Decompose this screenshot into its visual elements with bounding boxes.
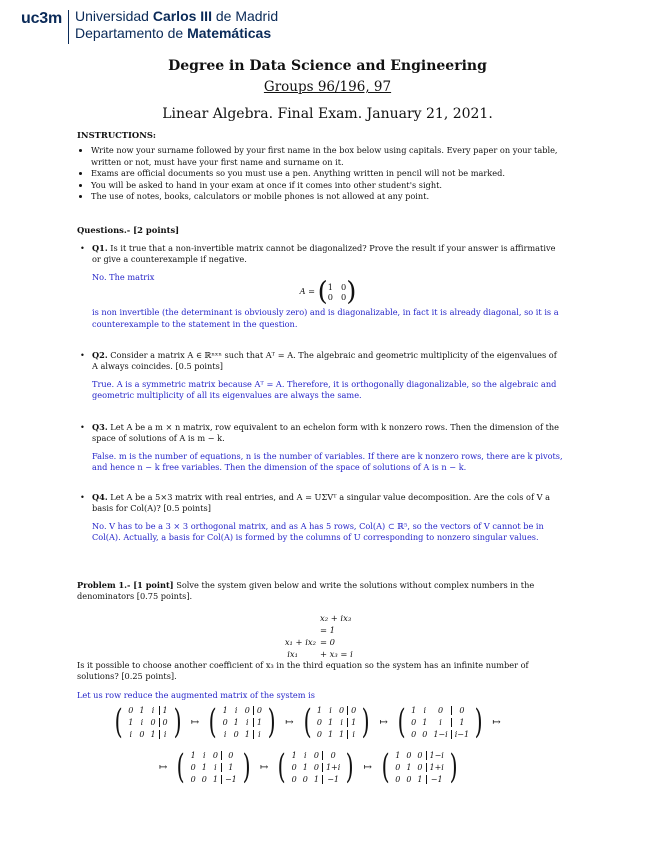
- left-paren: (: [208, 702, 217, 742]
- matrix-cell: 1−i: [426, 751, 447, 760]
- matrix-cell: 0: [422, 729, 428, 739]
- matrix-cell: i: [129, 729, 133, 739]
- matrix-cell: 0: [159, 718, 171, 727]
- matrix-cell: i: [340, 717, 343, 727]
- q1-answer-matrix: A = ( 1 0 0 0 ): [299, 277, 357, 308]
- maps-to-arrow: ↦: [260, 761, 269, 773]
- matrix-cell: 0: [411, 729, 417, 739]
- matrix-cell: i: [151, 705, 155, 715]
- matrix-cells: [220, 704, 265, 740]
- matrix-cell: i: [329, 705, 332, 715]
- equation-row: x₂ + ix₃ = 1: [320, 613, 352, 635]
- matrix-cell: 0: [322, 751, 343, 760]
- matrix-cell: 1: [411, 705, 417, 715]
- matrix-cell: 1: [222, 705, 228, 715]
- matrix-cell: 1: [233, 717, 239, 727]
- instruction-item: • The use of notes, books, calculators or mobile phones is not allowed at any point.: [91, 191, 565, 202]
- matrix-cell: 0: [253, 706, 265, 715]
- matrix-cell: 1: [313, 774, 319, 784]
- right-paren: ): [361, 702, 370, 742]
- matrix-cells: [408, 704, 472, 740]
- matrix-cell: 0: [341, 282, 347, 293]
- left-paren: (: [397, 702, 406, 742]
- matrix-cell: 1: [253, 718, 265, 727]
- matrix-cell: 0: [395, 762, 401, 772]
- matrix-cell: 0: [313, 762, 319, 772]
- matrix-cell: 1: [159, 706, 171, 715]
- left-paren: (: [177, 747, 186, 787]
- bullet-icon: •: [80, 350, 85, 360]
- bullet-icon: •: [80, 422, 85, 432]
- matrix-cell: 0: [313, 750, 319, 760]
- left-paren: (: [303, 702, 312, 742]
- header-text: [75, 8, 278, 44]
- matrix-cell: −1: [221, 775, 240, 784]
- matrix-cell: −1: [426, 775, 447, 784]
- matrix-cell: 1: [150, 729, 156, 739]
- matrix-cell: 1: [327, 717, 334, 727]
- uc3m-logo: uc3m: [21, 10, 62, 27]
- right-paren: ): [173, 702, 182, 742]
- matrix-cell: 0: [411, 717, 417, 727]
- problem-1-heading: Problem 1.- [1 point]: [77, 580, 174, 590]
- matrix-cell: 0: [417, 750, 423, 760]
- matrix-cells: [188, 749, 240, 785]
- equation-row: ix₁ + x₃ = i: [287, 649, 353, 659]
- q3-label: Q3.: [92, 422, 108, 432]
- matrix-cell: 0: [406, 750, 412, 760]
- degree-title: Degree in Data Science and Engineering: [168, 58, 487, 74]
- maps-to-arrow: ↦: [285, 716, 294, 728]
- matrix-cell: 0: [451, 706, 472, 715]
- matrix-cell: i: [159, 730, 171, 739]
- matrix-cell: 0: [395, 774, 401, 784]
- row-reduction-row-1: [112, 704, 504, 740]
- matrix-cell: 1+i: [426, 763, 447, 772]
- matrix-cell: 1: [302, 762, 308, 772]
- matrix-cell: i: [223, 729, 227, 739]
- maps-to-arrow: ↦: [379, 716, 388, 728]
- right-paren: ): [449, 747, 458, 787]
- matrix-cell: 0: [244, 705, 250, 715]
- matrix-cell: 0: [291, 774, 297, 784]
- university-header: [21, 8, 278, 44]
- matrix-cell: 0: [327, 292, 333, 303]
- header-divider: [68, 10, 69, 44]
- instructions-heading: INSTRUCTIONS:: [77, 130, 157, 140]
- problem-1-statement: [77, 580, 565, 603]
- matrix-cell: 0: [233, 729, 239, 739]
- matrix-cell: 1: [339, 729, 345, 739]
- matrix-cell: 1: [327, 282, 333, 293]
- q1-answer-intro: No. The matrix: [92, 271, 155, 282]
- matrix-cell: 0: [201, 774, 207, 784]
- matrix-cell: 1−i: [433, 729, 448, 739]
- matrix-cell: 0: [437, 705, 444, 715]
- matrix-cell: i: [253, 730, 265, 739]
- matrix-cell: 1: [327, 729, 334, 739]
- augmented-matrix: [206, 704, 278, 740]
- matrix-cell: i: [423, 705, 427, 715]
- instruction-item: • Exams are official documents so you must use a pen. Anything written in pencil will not be marked.: [91, 168, 565, 179]
- matrix-cell: i: [203, 750, 206, 760]
- q4-answer: No. V has to be a 3 × 3 orthogonal matrix, and as A has 5 rows, Col(A) ⊂ ℝ⁵, so the vectors of V cannot be in Col(A). Actually, a basis for Col(A) is formed by the columns of U corresponding to nonzero singular values.: [92, 520, 544, 543]
- question-3: [80, 422, 564, 474]
- matrix-cell: 0: [222, 717, 228, 727]
- augmented-matrix: [379, 749, 460, 785]
- matrix-cell: 0: [190, 774, 196, 784]
- augmented-matrix: [395, 704, 485, 740]
- questions-heading: Questions.- [2 points]: [77, 225, 180, 235]
- matrix-cell: i: [347, 730, 359, 739]
- matrix-cell: i: [246, 717, 249, 727]
- q3-text: Let A be a m × n matrix, row equivalent to an echelon form with k nonzero rows. Then the dimension of the space of solutions of A is m − k.: [92, 422, 560, 444]
- maps-to-arrow: ↦: [190, 716, 200, 728]
- question-1: [80, 243, 564, 330]
- matrix-cells: [289, 749, 344, 785]
- matrix-cell: 0: [347, 706, 359, 715]
- matrix-cell: 0: [316, 717, 322, 727]
- matrix-cell: 1+i: [322, 763, 343, 772]
- problem-1-question-2: Is it possible to choose another coefficient of x₃ in the third equation so the system has an infinite number of solutions? [0.25 points].: [77, 660, 529, 682]
- q1-text: Is it true that a non-invertible matrix cannot be diagonalized? Prove the result if your answer is affirmative or give a counterexample if negative.: [92, 243, 556, 265]
- matrix-cell: 0: [316, 729, 322, 739]
- row-reduction-row-2: [156, 749, 460, 785]
- exam-title: Linear Algebra. Final Exam. January 21, 2021.: [162, 106, 493, 122]
- matrix-cell: i: [214, 762, 217, 772]
- matrix-cell: 1: [291, 750, 297, 760]
- augmented-matrix: [301, 704, 373, 740]
- matrix-cell: i: [140, 717, 144, 727]
- matrix-cells: [125, 704, 170, 740]
- matrix-cell: 1: [406, 762, 412, 772]
- maps-to-arrow: ↦: [492, 716, 501, 728]
- department-name: Departamento de Matemáticas: [75, 25, 272, 41]
- q1-answer-text: is non invertible (the determinant is obviously zero) and is diagonalizable, in fact it is already diagonal, so it is a counterexample to the statement in the question.: [92, 307, 559, 329]
- matrix-cell: 1: [417, 774, 423, 784]
- matrix-cell: 1: [190, 750, 196, 760]
- augmented-matrix: [275, 749, 356, 785]
- left-paren: (: [381, 747, 390, 787]
- right-paren: ): [242, 747, 251, 787]
- bullet-icon: •: [80, 243, 85, 253]
- matrix-cell: 0: [150, 717, 156, 727]
- q2-answer: True. A is a symmetric matrix because Aᵀ = A. Therefore, it is orthogonally diagonalizable, so the algebraic and geometric multiplicity of all its eigenvalues are always the same.: [92, 378, 557, 401]
- matrix-cell: −1: [322, 775, 343, 784]
- question-4: [80, 492, 564, 544]
- groups-title: Groups 96/196, 97: [263, 79, 392, 95]
- matrix-cell: 0: [128, 705, 134, 715]
- augmented-matrix: [112, 704, 184, 740]
- bullet-icon: •: [80, 492, 85, 502]
- matrix-cells: [392, 749, 447, 785]
- matrix-cell: i: [234, 705, 238, 715]
- q4-text: Let A be a 5×3 matrix with real entries, and A = UΣVᵀ a singular value decomposition. Are the cols of V a basis for Col(A)? [0.5 points]: [92, 492, 551, 514]
- instructions-section: [77, 130, 565, 202]
- matrix-cell: 0: [406, 774, 412, 784]
- matrix-cell: 0: [221, 751, 240, 760]
- right-paren: ): [345, 747, 354, 787]
- matrix-cell: 0: [339, 705, 345, 715]
- maps-to-arrow: ↦: [159, 761, 168, 773]
- q1-label: Q1.: [92, 243, 108, 253]
- matrix-cell: 1: [128, 717, 134, 727]
- matrix-cell: 0: [212, 750, 218, 760]
- matrix-cell: 1: [201, 762, 207, 772]
- matrix-cell: 1: [451, 718, 472, 727]
- right-paren: ): [474, 702, 483, 742]
- matrix-cell: 1: [221, 763, 240, 772]
- left-paren: (: [278, 747, 287, 787]
- question-2: [80, 350, 564, 402]
- right-paren: ): [267, 702, 276, 742]
- matrix-cell: 1: [244, 729, 250, 739]
- equation-system: [260, 612, 360, 660]
- augmented-matrix: [174, 749, 253, 785]
- left-paren: (: [114, 702, 123, 742]
- q3-answer: False. m is the number of equations, n is the number of variables. If there are k nonzero rows, there are k pivots, and hence n − k free variables. Then the dimension of the space of solutions of A is n − k.: [92, 450, 563, 473]
- matrix-cell: 1: [395, 750, 401, 760]
- matrix-cell: 0: [302, 774, 308, 784]
- instructions-list: [77, 145, 565, 202]
- matrix-cell: 1: [347, 718, 359, 727]
- problem-1-answer-intro: Let us row reduce the augmented matrix of the system is: [77, 690, 315, 700]
- matrix-cell: 0: [291, 762, 297, 772]
- matrix-cell: 1: [212, 774, 218, 784]
- matrix-cell: 1: [316, 705, 322, 715]
- matrix-cell: 1: [422, 717, 428, 727]
- instruction-item: • You will be asked to hand in your exam at once if it comes into other student's sight.: [91, 180, 565, 191]
- q2-label: Q2.: [92, 350, 108, 360]
- equation-row: x₁ + ix₂ = 0: [284, 637, 336, 647]
- matrix-cell: i: [439, 717, 442, 727]
- problem-1-text: Solve the system given below and write the solutions without complex numbers in the denominators [0.75 points].: [77, 580, 535, 602]
- matrix-cell: i: [304, 750, 307, 760]
- matrix-cell: 0: [417, 762, 423, 772]
- instruction-item: • Write now your surname followed by your first name in the box below using capitals. Every paper on your table, written or not, must have your first name and surname on it.: [91, 145, 565, 168]
- q4-label: Q4.: [92, 492, 108, 502]
- matrix-cell: i−1: [451, 730, 472, 739]
- maps-to-arrow: ↦: [363, 761, 372, 773]
- university-name: Universidad Carlos III de Madrid: [75, 8, 279, 24]
- matrix-cell: 0: [190, 762, 196, 772]
- matrix-cell: 0: [341, 292, 347, 303]
- q2-text: Consider a matrix A ∈ ℝⁿˣⁿ such that Aᵀ = A. The algebraic and geometric multiplicity of the eigenvalues of A always coincides. [0.5 points]: [92, 350, 557, 372]
- matrix-cell: 0: [139, 729, 145, 739]
- matrix-cell: 1: [139, 705, 145, 715]
- matrix-cells: [314, 704, 359, 740]
- q1-answer: [92, 272, 564, 330]
